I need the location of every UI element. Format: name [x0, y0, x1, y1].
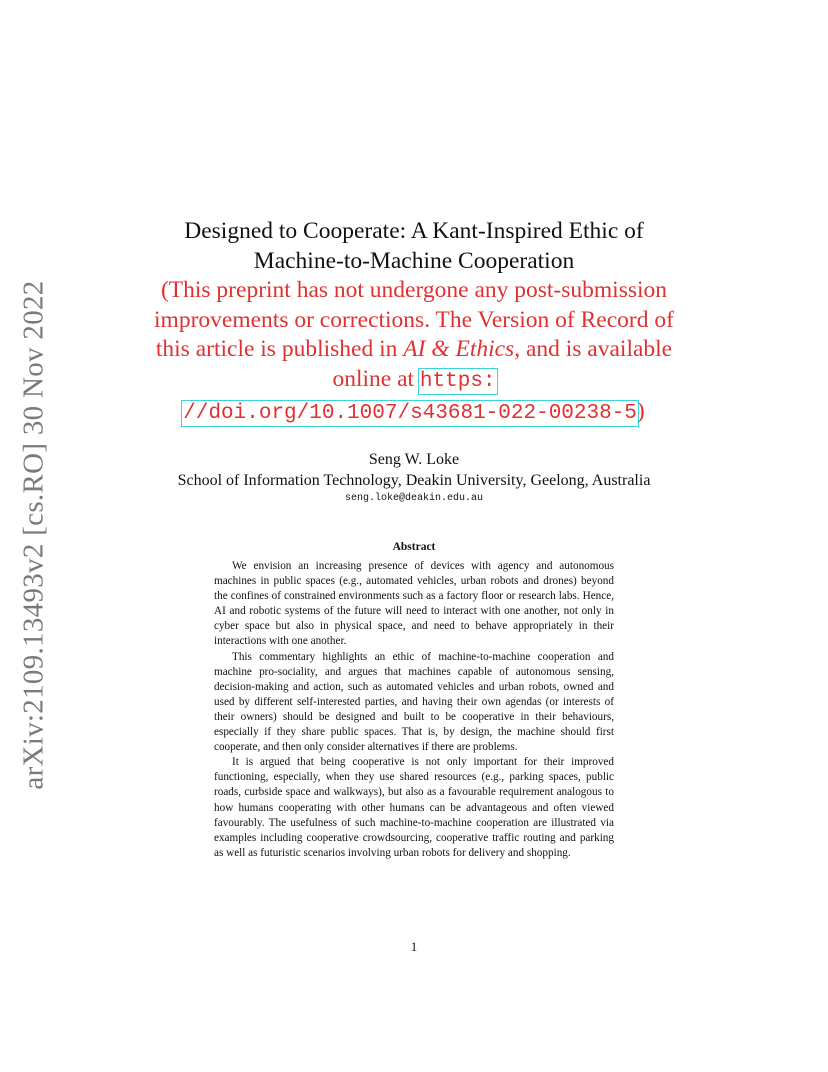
- paper-title: [150, 217, 678, 276]
- doi-link-part-1[interactable]: https:: [419, 369, 496, 393]
- title-block: [150, 217, 678, 428]
- doi-link-part-2[interactable]: //doi.org/10.1007/s43681-022-00238-5: [183, 401, 637, 425]
- abstract-heading: Abstract: [392, 541, 436, 553]
- note-part-2: , and is available online at: [332, 336, 673, 392]
- title-line-1: Designed to Cooperate: A Kant-Inspired Ethic of: [184, 218, 644, 244]
- author-affiliation: School of Information Technology, Deakin University, Geelong, Australia: [177, 472, 651, 489]
- author-name: Seng W. Loke: [368, 451, 460, 468]
- preprint-note: [150, 276, 678, 428]
- abstract-paragraph: It is argued that being cooperative is not only important for their improved functioning, especially, when they use shared resources (e.g., parking spaces, public roads, curbside space and walkways), but also as a favourable requirement analogous to how humans cooperating with other humans can be advantageous and often viewed favourably. The usefulness of such machine-to-machine cooperation are illustrated via examples including cooperative crowdsourcing, cooperative traffic routing and parking as well as futuristic scenarios involving urban robots for delivery and shopping.: [214, 756, 614, 859]
- title-line-2: Machine-to-Machine Cooperation: [253, 247, 575, 274]
- note-part-1: (This preprint has not undergone any post-submission improvements or corrections. The Version of Record of this article is published in: [154, 277, 674, 363]
- author-email: seng.loke@deakin.edu.au: [344, 493, 484, 504]
- journal-name: AI & Ethics: [403, 336, 515, 363]
- abstract-paragraph: This commentary highlights an ethic of machine-to-machine cooperation and machine pro-sociality, and argues that machines capable of autonomous sensing, decision-making and action, such as automated vehicles and urban robots, owned and used by different self-interested parties, and having their own agendas (or interests of their owners) should be designed and built to be cooperative in their behaviours, especially if they share public spaces. That is, by design, the machine should first cooperate, and then only consider alternatives if there are problems.: [214, 650, 614, 754]
- arxiv-identifier: arXiv:2109.13493v2 [cs.RO] 30 Nov 2022: [17, 280, 50, 790]
- abstract-paragraph: We envision an increasing presence of devices with agency and autonomous machines in public spaces (e.g., automated vehicles, urban robots and drones) beyond the confines of constrained environments such as a factory floor or research labs. Hence, AI and robotic systems of the future will need to interact with one another, not only in cyber space but also in physical space, and need to behave appropriately in their interactions with one another.: [214, 560, 614, 648]
- author-block: [0, 449, 828, 507]
- page-number: 1: [410, 939, 418, 954]
- abstract-section: [214, 540, 614, 861]
- note-close: ): [636, 397, 645, 424]
